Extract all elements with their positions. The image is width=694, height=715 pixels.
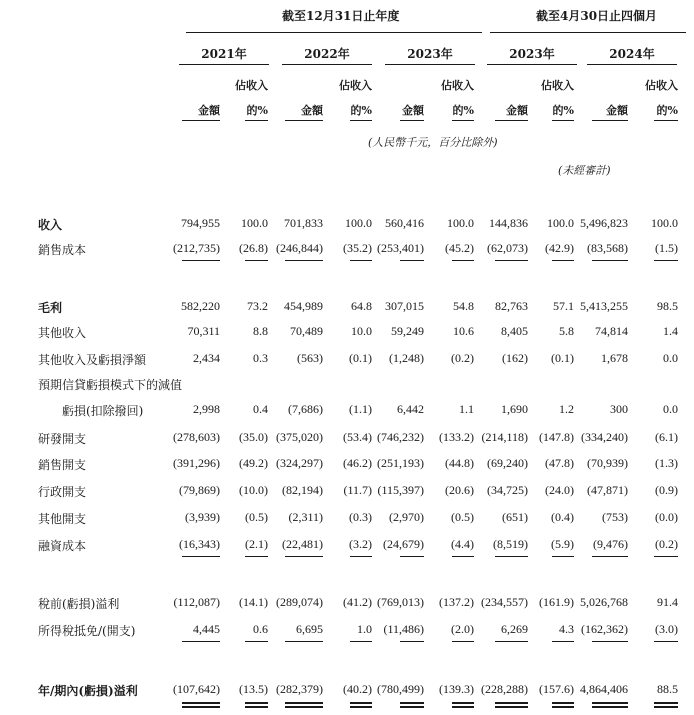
amount-cell: 82,763: [495, 299, 528, 313]
share-cell: (41.2): [343, 595, 372, 609]
total-double-underline: [182, 702, 220, 708]
amount-cell: (253,401): [377, 241, 424, 255]
subtotal-underline: [400, 641, 424, 642]
total-double-underline: [495, 702, 528, 708]
amount-cell: 1,690: [501, 402, 528, 416]
share-cell: 98.5: [657, 299, 678, 313]
year-header: 2021年: [201, 47, 247, 61]
amount-cell: (107,642): [173, 682, 220, 696]
amount-cell: (228,288): [481, 682, 528, 696]
share-cell: 100.0: [241, 216, 268, 230]
share-cell: (46.2): [343, 456, 372, 470]
subtotal-underline: [350, 260, 372, 261]
share-cell: (0.5): [451, 510, 474, 524]
year-rule: [587, 64, 677, 65]
column-header-underline: [245, 120, 268, 121]
group-header-four-months: 截至4月30日止四個月: [536, 9, 658, 23]
total-double-underline: [452, 702, 474, 708]
amount-cell: (234,557): [481, 595, 528, 609]
share-cell: (20.6): [445, 483, 474, 497]
amount-cell: (62,073): [487, 241, 528, 255]
unit-note: (人民幣千元，百分比除外): [368, 136, 498, 149]
subtotal-underline: [182, 260, 220, 261]
share-cell: (157.6): [539, 682, 574, 696]
amount-cell: 560,416: [385, 216, 424, 230]
year-header: 2022年: [304, 47, 350, 61]
row-label: 所得稅抵免/(開支): [38, 624, 136, 638]
row-label: 稅前(虧損)溢利: [38, 597, 120, 611]
amount-cell: (22,481): [282, 537, 323, 551]
row-label: 銷售成本: [38, 243, 87, 257]
subtotal-underline: [452, 260, 474, 261]
amount-cell: 1,678: [601, 351, 628, 365]
subtotal-underline: [552, 556, 574, 557]
subtotal-underline: [495, 641, 528, 642]
share-cell: (0.1): [349, 351, 372, 365]
subtotal-underline: [400, 260, 424, 261]
amount-cell: 307,015: [385, 299, 424, 313]
column-header-underline: [452, 120, 474, 121]
amount-cell: (246,844): [276, 241, 323, 255]
share-cell: (0.2): [451, 351, 474, 365]
share-cell: 10.6: [453, 324, 474, 338]
row-label: 研發開支: [38, 432, 87, 446]
subtotal-underline: [182, 556, 220, 557]
share-cell: 1.2: [559, 402, 574, 416]
year-header: 2023年: [407, 47, 453, 61]
share-cell: (1.5): [655, 241, 678, 255]
amount-cell: 794,955: [181, 216, 220, 230]
share-header-line2: 的%: [552, 104, 574, 117]
column-header-underline: [350, 120, 372, 121]
amount-cell: 2,434: [193, 351, 220, 365]
share-cell: (11.7): [343, 483, 372, 497]
total-double-underline: [350, 702, 372, 708]
amount-cell: (79,869): [179, 483, 220, 497]
amount-cell: 5,026,768: [580, 595, 628, 609]
column-header-underline: [495, 120, 528, 121]
share-cell: (5.9): [551, 537, 574, 551]
subtotal-underline: [592, 641, 628, 642]
share-header-line2: 的%: [246, 104, 268, 117]
share-cell: 54.8: [453, 299, 474, 313]
row-label: 其他收入: [38, 326, 87, 340]
share-cell: (133.2): [439, 430, 474, 444]
amount-cell: (324,297): [276, 456, 323, 470]
share-cell: 88.5: [657, 682, 678, 696]
column-header-underline: [182, 120, 220, 121]
share-cell: (26.8): [239, 241, 268, 255]
amount-cell: 5,496,823: [580, 216, 628, 230]
share-cell: (35.2): [343, 241, 372, 255]
share-cell: 100.0: [547, 216, 574, 230]
amount-cell: (212,735): [173, 241, 220, 255]
share-cell: (45.2): [445, 241, 474, 255]
amount-cell: (251,193): [377, 456, 424, 470]
share-cell: 4.3: [559, 622, 574, 636]
total-double-underline: [592, 702, 628, 708]
row-label: 銷售開支: [38, 458, 87, 472]
amount-cell: 4,864,406: [580, 682, 628, 696]
share-cell: (161.9): [539, 595, 574, 609]
share-cell: (4.4): [451, 537, 474, 551]
total-double-underline: [654, 702, 678, 708]
share-cell: (2.0): [451, 622, 474, 636]
amount-cell: (769,013): [377, 595, 424, 609]
share-header-line1: 佔收入: [441, 79, 474, 92]
subtotal-underline: [452, 641, 474, 642]
share-cell: 8.8: [253, 324, 268, 338]
amount-cell: 6,695: [296, 622, 323, 636]
subtotal-underline: [495, 556, 528, 557]
subtotal-underline: [654, 556, 678, 557]
amount-cell: 5,413,255: [580, 299, 628, 313]
row-label: 其他收入及虧損淨額: [38, 353, 147, 367]
year-rule: [179, 64, 269, 65]
share-cell: (3.2): [349, 537, 372, 551]
share-cell: 0.6: [253, 622, 268, 636]
amount-cell: (11,486): [383, 622, 424, 636]
share-header-line2: 的%: [350, 104, 372, 117]
group-rule-year: [186, 32, 482, 33]
amount-cell: 70,311: [187, 324, 220, 338]
subtotal-underline: [592, 556, 628, 557]
group-header-year: 截至12月31日止年度: [282, 9, 400, 23]
year-rule: [487, 64, 577, 65]
amount-cell: (391,296): [173, 456, 220, 470]
subtotal-underline: [350, 556, 372, 557]
amount-cell: (3,939): [185, 510, 220, 524]
amount-cell: (746,232): [377, 430, 424, 444]
share-cell: (6.1): [655, 430, 678, 444]
year-header: 2024年: [609, 47, 655, 61]
row-label: 預期信貸虧損模式下的減值: [38, 378, 183, 392]
amount-header: 金額: [506, 104, 528, 117]
amount-header: 金額: [402, 104, 424, 117]
share-cell: 91.4: [657, 595, 678, 609]
subtotal-underline: [552, 260, 574, 261]
amount-cell: (8,519): [493, 537, 528, 551]
column-header-underline: [400, 120, 424, 121]
row-label: 收入: [38, 218, 63, 232]
share-cell: 0.0: [663, 402, 678, 416]
share-cell: (0.1): [551, 351, 574, 365]
amount-cell: (70,939): [587, 456, 628, 470]
share-header-line1: 佔收入: [541, 79, 574, 92]
amount-cell: 74,814: [595, 324, 628, 338]
share-cell: (139.3): [439, 682, 474, 696]
subtotal-underline: [245, 260, 268, 261]
total-double-underline: [400, 702, 424, 708]
subtotal-underline: [654, 641, 678, 642]
amount-cell: 701,833: [284, 216, 323, 230]
share-cell: (40.2): [343, 682, 372, 696]
total-double-underline: [285, 702, 323, 708]
share-cell: 64.8: [351, 299, 372, 313]
year-header: 2023年: [509, 47, 555, 61]
amount-cell: (375,020): [276, 430, 323, 444]
amount-cell: (83,568): [587, 241, 628, 255]
share-cell: (14.1): [239, 595, 268, 609]
share-cell: 0.0: [663, 351, 678, 365]
amount-cell: (651): [502, 510, 528, 524]
amount-cell: 6,442: [397, 402, 424, 416]
subtotal-underline: [552, 641, 574, 642]
subtotal-underline: [285, 556, 323, 557]
share-cell: (13.5): [239, 682, 268, 696]
share-header-line1: 佔收入: [235, 79, 268, 92]
share-cell: 57.1: [553, 299, 574, 313]
row-label: 虧損(扣除撥回): [62, 404, 144, 418]
subtotal-underline: [400, 556, 424, 557]
amount-cell: 8,405: [501, 324, 528, 338]
amount-cell: (112,087): [173, 595, 220, 609]
share-cell: (0.4): [551, 510, 574, 524]
total-double-underline: [552, 702, 574, 708]
share-cell: (147.8): [539, 430, 574, 444]
row-label: 年/期內(虧損)溢利: [38, 684, 138, 698]
share-cell: (0.2): [655, 537, 678, 551]
amount-cell: (82,194): [282, 483, 323, 497]
amount-cell: 454,989: [284, 299, 323, 313]
amount-cell: 4,445: [193, 622, 220, 636]
share-cell: 10.0: [351, 324, 372, 338]
row-label: 毛利: [38, 301, 63, 315]
share-cell: 5.8: [559, 324, 574, 338]
subtotal-underline: [285, 641, 323, 642]
amount-header: 金額: [606, 104, 628, 117]
row-label: 融資成本: [38, 539, 87, 553]
share-cell: (137.2): [439, 595, 474, 609]
share-cell: (1.3): [655, 456, 678, 470]
amount-cell: (563): [297, 351, 323, 365]
subtotal-underline: [654, 260, 678, 261]
amount-cell: (282,379): [276, 682, 323, 696]
share-cell: 0.4: [253, 402, 268, 416]
share-cell: (3.0): [655, 622, 678, 636]
column-header-underline: [552, 120, 574, 121]
share-cell: (2.1): [245, 537, 268, 551]
amount-cell: 59,249: [391, 324, 424, 338]
amount-cell: (115,397): [377, 483, 424, 497]
amount-cell: 300: [610, 402, 628, 416]
share-header-line2: 的%: [452, 104, 474, 117]
subtotal-underline: [495, 260, 528, 261]
share-header-line1: 佔收入: [645, 79, 678, 92]
share-cell: 1.0: [357, 622, 372, 636]
amount-cell: 144,836: [489, 216, 528, 230]
amount-cell: (2,311): [288, 510, 323, 524]
share-cell: (1.1): [349, 402, 372, 416]
amount-cell: (214,118): [481, 430, 528, 444]
subtotal-underline: [182, 641, 220, 642]
amount-cell: (334,240): [581, 430, 628, 444]
share-cell: 100.0: [447, 216, 474, 230]
share-cell: (0.5): [245, 510, 268, 524]
total-double-underline: [245, 702, 268, 708]
year-rule: [385, 64, 475, 65]
amount-cell: (2,970): [389, 510, 424, 524]
share-cell: 73.2: [247, 299, 268, 313]
amount-cell: (162): [502, 351, 528, 365]
subtotal-underline: [350, 641, 372, 642]
column-header-underline: [285, 120, 323, 121]
amount-header: 金額: [198, 104, 220, 117]
share-cell: (44.8): [445, 456, 474, 470]
amount-cell: 582,220: [181, 299, 220, 313]
amount-header: 金額: [301, 104, 323, 117]
group-rule-four-months: [490, 32, 686, 33]
share-header-line1: 佔收入: [339, 79, 372, 92]
amount-cell: (24,679): [383, 537, 424, 551]
amount-cell: (780,499): [377, 682, 424, 696]
column-header-underline: [654, 120, 678, 121]
subtotal-underline: [452, 556, 474, 557]
share-cell: (0.3): [349, 510, 372, 524]
share-cell: (10.0): [239, 483, 268, 497]
share-cell: (24.0): [545, 483, 574, 497]
amount-cell: (289,074): [276, 595, 323, 609]
amount-cell: (9,476): [593, 537, 628, 551]
row-label: 其他開支: [38, 512, 87, 526]
year-rule: [282, 64, 372, 65]
share-cell: 100.0: [345, 216, 372, 230]
share-cell: (49.2): [239, 456, 268, 470]
share-cell: (0.0): [655, 510, 678, 524]
amount-cell: (47,871): [587, 483, 628, 497]
column-header-underline: [592, 120, 628, 121]
share-cell: 0.3: [253, 351, 268, 365]
amount-cell: 6,269: [501, 622, 528, 636]
subtotal-underline: [285, 260, 323, 261]
amount-cell: (162,362): [581, 622, 628, 636]
amount-cell: (753): [602, 510, 628, 524]
amount-cell: (278,603): [173, 430, 220, 444]
unaudited-note: (未經審計): [558, 164, 611, 177]
share-cell: (42.9): [545, 241, 574, 255]
subtotal-underline: [245, 641, 268, 642]
amount-cell: (1,248): [389, 351, 424, 365]
share-cell: 1.4: [663, 324, 678, 338]
share-cell: (35.0): [239, 430, 268, 444]
share-cell: 1.1: [459, 402, 474, 416]
amount-cell: 2,998: [193, 402, 220, 416]
row-label: 行政開支: [38, 485, 87, 499]
share-cell: (47.8): [545, 456, 574, 470]
subtotal-underline: [245, 556, 268, 557]
share-cell: (53.4): [343, 430, 372, 444]
share-cell: (0.9): [655, 483, 678, 497]
amount-cell: (34,725): [487, 483, 528, 497]
amount-cell: (7,686): [288, 402, 323, 416]
subtotal-underline: [592, 260, 628, 261]
amount-cell: (69,240): [487, 456, 528, 470]
amount-cell: (16,343): [179, 537, 220, 551]
amount-cell: 70,489: [290, 324, 323, 338]
share-cell: 100.0: [651, 216, 678, 230]
share-header-line2: 的%: [656, 104, 678, 117]
